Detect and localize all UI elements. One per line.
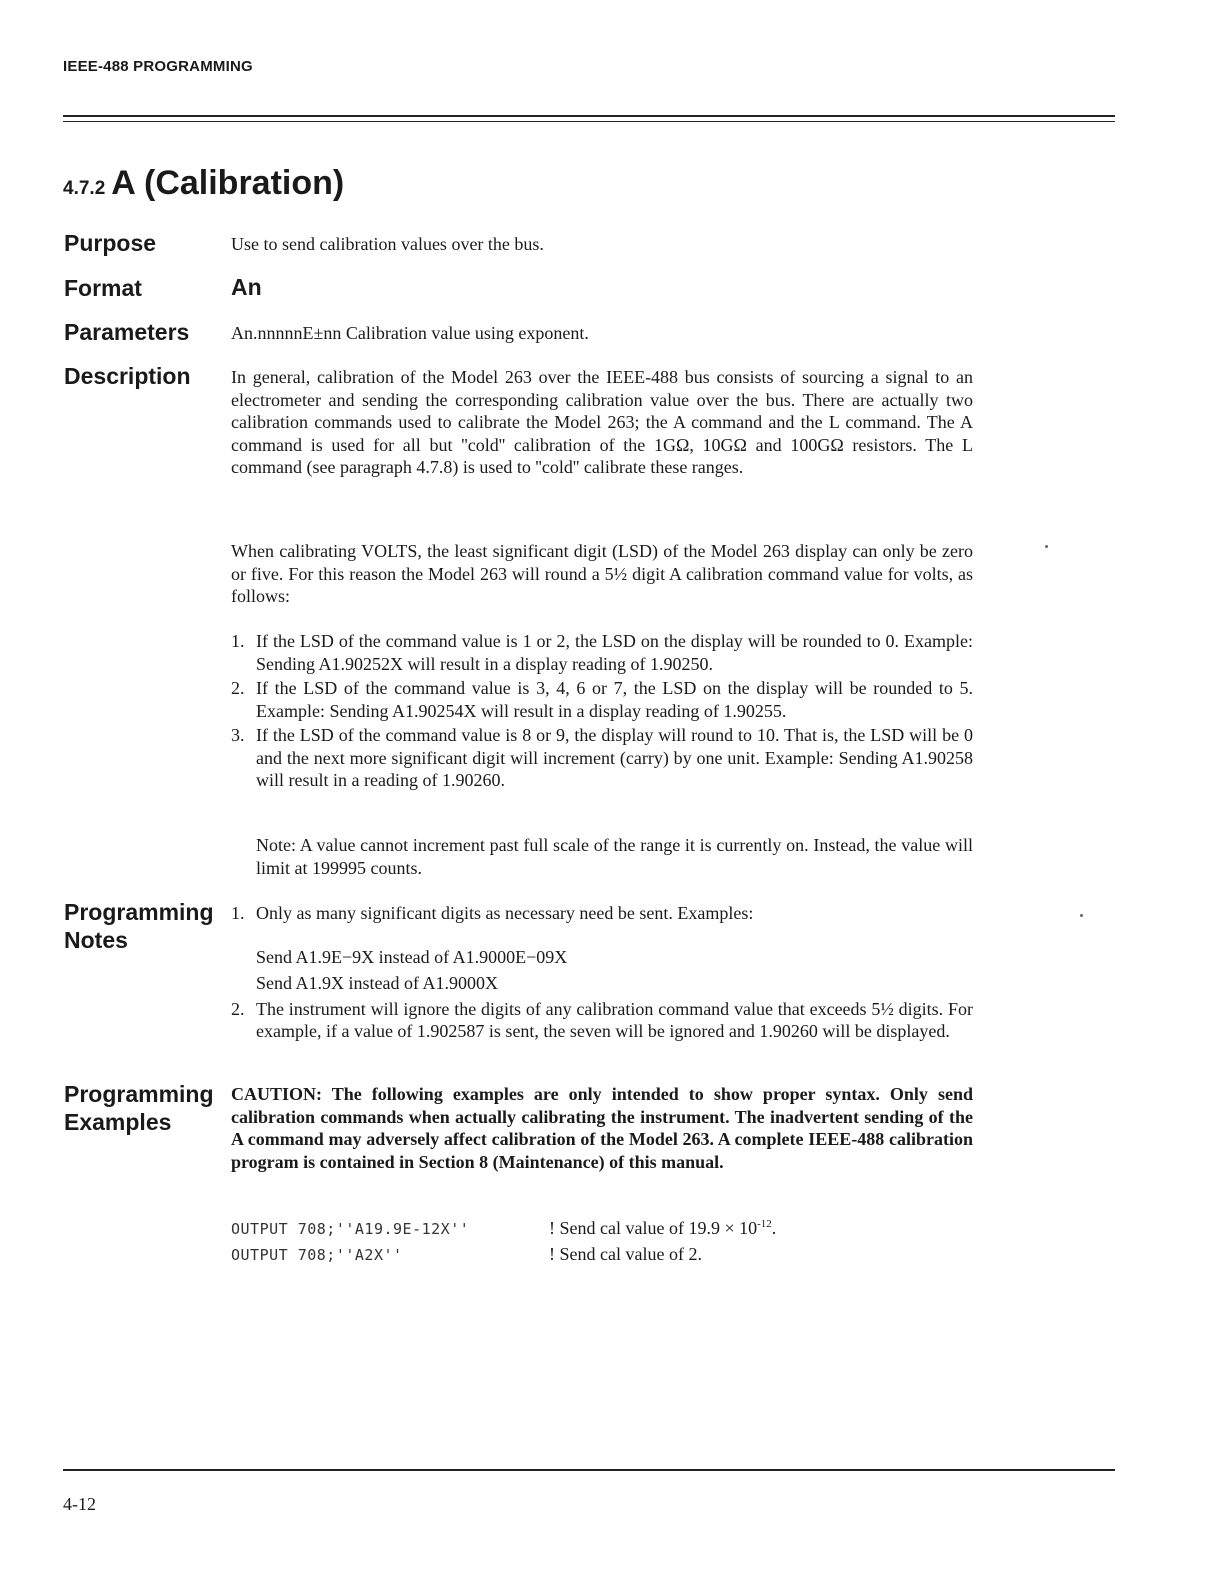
page-number: 4-12	[63, 1494, 96, 1514]
description-para-2	[231, 540, 973, 608]
note	[231, 834, 973, 879]
header-rule	[63, 115, 1115, 117]
code-example	[231, 1213, 973, 1243]
programming-notes-label	[64, 898, 214, 954]
description-para-1-text: In general, calibration of the Model 263 over the IEEE-488 bus consists of sourcing a signal to an electrometer and sending the corresponding calibration value over the bus. There are actually two calibration commands used to calibrate the Model 263; the A command and the L command. The A command is used for all but ''cold'' calibration of the 1GΩ, 10GΩ and 100GΩ resistors. The L command (see paragraph 4.7.8) is used to ''cold'' calibrate these ranges.	[231, 367, 973, 477]
code-comment-text: ! Send cal value of 19.9 × 10	[549, 1218, 758, 1238]
programming-examples-label	[64, 1080, 214, 1136]
list-item	[231, 677, 973, 722]
programming-notes-label-line2: Notes	[64, 927, 128, 953]
list-item	[231, 724, 973, 792]
list-item-number: 2.	[231, 678, 245, 698]
list-item-text: If the LSD of the command value is 8 or 9, the display will round to 10. That is, the LSD will be 0 and the next more significant digit will increment (carry) by one unit. Example: Sending A1.90258 will result in a reading of 1.90260.	[256, 725, 973, 790]
format-value: An	[231, 274, 262, 300]
example-line: Send A1.9X instead of A1.9000X	[256, 973, 498, 993]
footer-rule	[63, 1469, 1115, 1471]
list-item-text: Only as many significant digits as necessary need be sent. Examples:	[256, 903, 754, 923]
list-item	[231, 902, 973, 925]
section-heading	[63, 164, 344, 203]
programming-examples-label-line1: Programming	[64, 1081, 214, 1107]
list-item-number: 2.	[231, 998, 245, 1019]
list-item-number: 1.	[231, 631, 245, 651]
purpose-text: Use to send calibration values over the bus.	[231, 234, 544, 254]
programming-notes-label-line1: Programming	[64, 899, 214, 925]
code-comment	[549, 1218, 776, 1238]
code-comment-exponent: -12	[757, 1218, 772, 1230]
note-text: Note: A value cannot increment past full scale of the range it is currently on. Instead, the value will limit at 199995 counts.	[256, 835, 973, 878]
rounding-list	[231, 630, 973, 792]
list-item	[231, 998, 973, 1043]
purpose-label: Purpose	[64, 230, 157, 256]
list-item-text: If the LSD of the command value is 3, 4, 6 or 7, the LSD on the display will be rounded to 5. Example: Sending A1.90254X will result in a display reading of 1.90255.	[256, 678, 973, 721]
running-head: IEEE-488 PROGRAMMING	[63, 58, 253, 75]
scan-speck	[1080, 914, 1083, 917]
programming-notes	[231, 902, 973, 1043]
caution-text: CAUTION: The following examples are only intended to show proper syntax. Only send calibration commands when actually calibrating the instrument. The inadvertent sending of the A command may adversely affect calibration of the Model 263. A complete IEEE-488 calibration program is contained in Section 8 (Maintenance) of this manual.	[231, 1084, 973, 1172]
section-title: A (Calibration)	[111, 164, 345, 202]
description-label: Description	[64, 363, 191, 389]
header-rule-thin	[63, 121, 1115, 122]
description-para-2-text: When calibrating VOLTS, the least significant digit (LSD) of the Model 263 display can only be zero or five. For this reason the Model 263 will round a 5½ digit A calibration command value for volts, as follows:	[231, 541, 973, 606]
list-item-text: If the LSD of the command value is 1 or 2, the LSD on the display will be rounded to 0. Example: Sending A1.90252X will result in a display reading of 1.90250.	[256, 631, 973, 674]
scan-speck	[1045, 545, 1048, 548]
description-para-1	[231, 366, 973, 479]
parameters-label: Parameters	[64, 319, 190, 345]
code-examples	[231, 1213, 973, 1273]
list-item-number: 3.	[231, 725, 245, 745]
code-command: OUTPUT 708;''A2X''	[231, 1246, 403, 1264]
example-line: Send A1.9E−9X instead of A1.9000E−09X	[256, 946, 568, 967]
programming-examples-label-line2: Examples	[64, 1109, 172, 1135]
code-comment-text: ! Send cal value of 2.	[549, 1244, 702, 1264]
list-item-text: The instrument will ignore the digits of any calibration command value that exceeds 5½ digits. For example, if a value of 1.902587 is sent, the seven will be ignored and 1.90260 will be displayed.	[256, 998, 973, 1041]
code-comment	[549, 1244, 702, 1264]
format-label: Format	[64, 275, 142, 301]
code-example	[231, 1243, 973, 1273]
code-comment-suffix: .	[771, 1218, 777, 1238]
list-item	[231, 630, 973, 675]
parameters-text: An.nnnnnE±nn Calibration value using exponent.	[231, 323, 589, 343]
code-command: OUTPUT 708;''A19.9E-12X''	[231, 1220, 470, 1238]
list-item-number: 1.	[231, 903, 245, 923]
section-number: 4.7.2	[63, 178, 106, 199]
